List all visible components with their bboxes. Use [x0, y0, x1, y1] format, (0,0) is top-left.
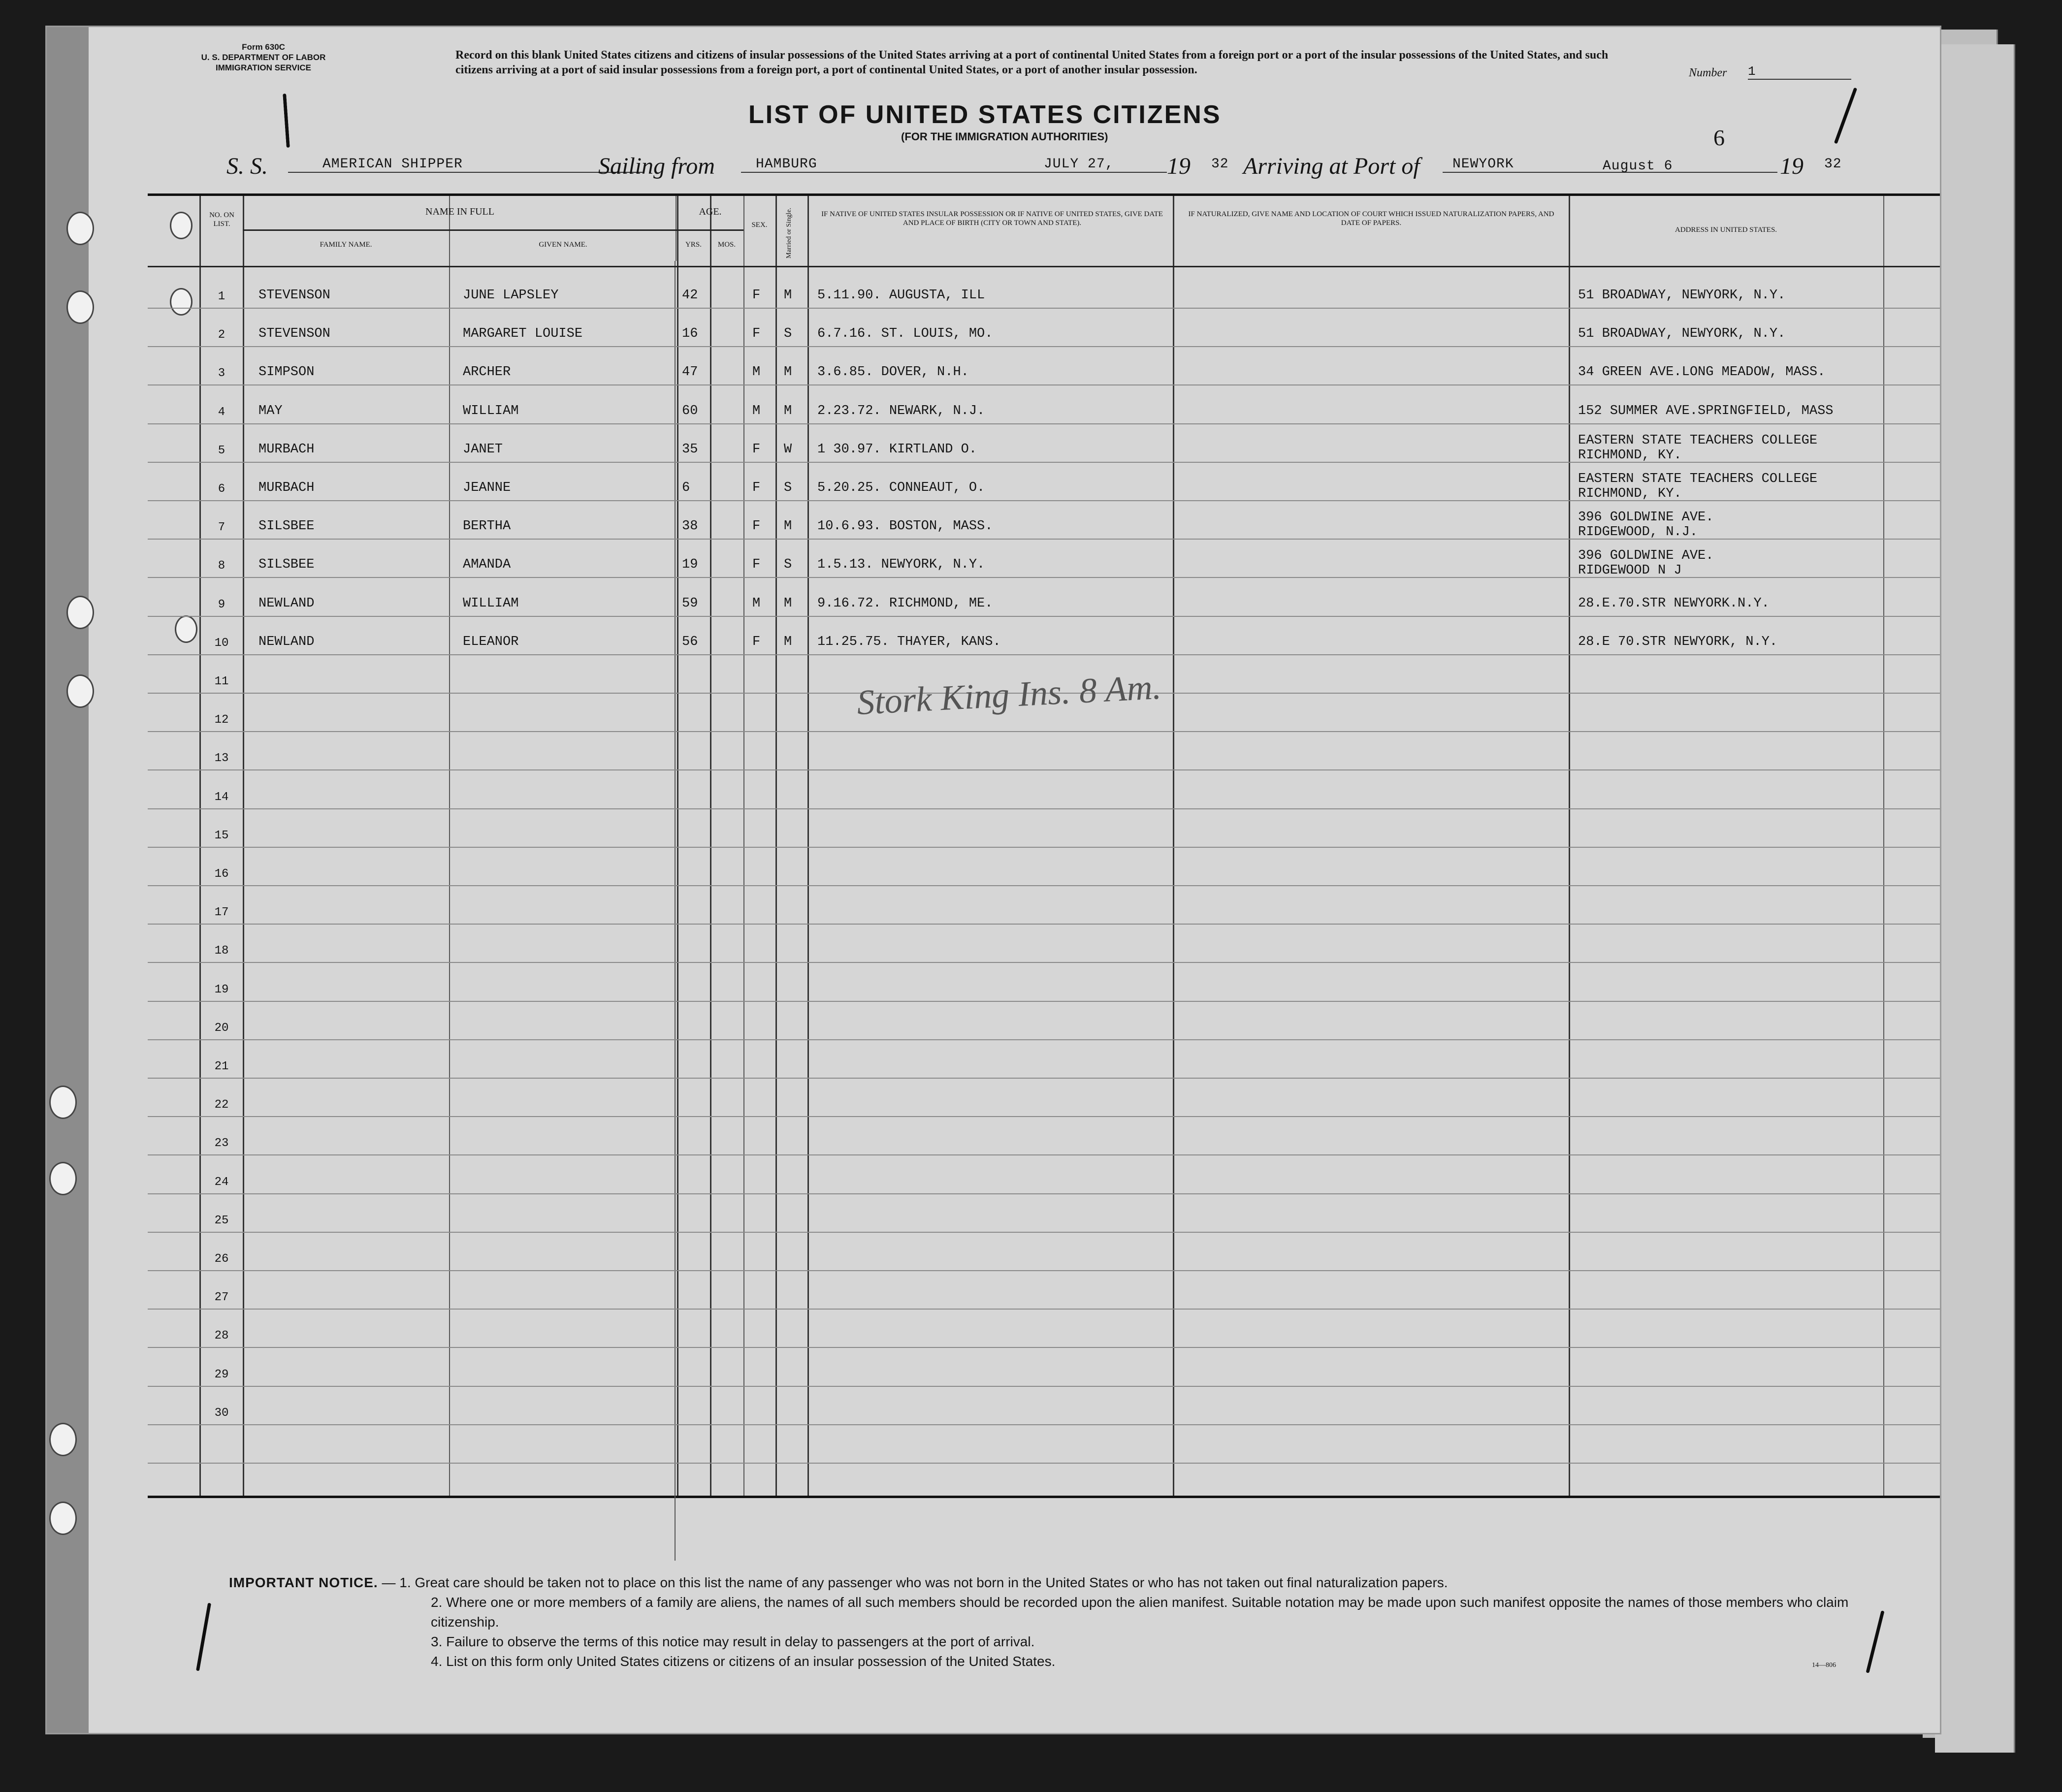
address [1578, 510, 1713, 540]
number-label: Number [1689, 66, 1727, 79]
address [1578, 548, 1713, 578]
marital-status: S [784, 480, 792, 495]
row-rule [148, 1386, 1940, 1387]
marital-status: M [784, 596, 792, 611]
row-number: 20 [214, 1021, 229, 1035]
birth-date-place: 1.5.13. NEWYORK, N.Y. [817, 557, 985, 573]
sex: F [752, 557, 761, 573]
address-line: EASTERN STATE TEACHERS COLLEGE [1578, 472, 1818, 486]
year-prefix: 19 [1167, 153, 1191, 179]
notice-title: IMPORTANT NOTICE. [229, 1575, 378, 1590]
address-line: 34 GREEN AVE.LONG MEADOW, MASS. [1578, 365, 1826, 380]
col-divider [675, 261, 676, 1561]
notice-item: 3. Failure to observe the terms of this notice may result in delay to passengers at the port of arrival. [431, 1634, 1035, 1649]
row-number: 29 [214, 1368, 229, 1381]
given-name: ARCHER [463, 365, 511, 380]
row-number: 18 [214, 944, 229, 958]
age-years: 16 [682, 326, 698, 342]
row-rule [148, 1463, 1940, 1464]
row-rule [148, 1309, 1940, 1310]
row-rule [148, 1193, 1940, 1194]
binding-strip [47, 27, 89, 1733]
row-rule [148, 1347, 1940, 1348]
birth-date-place: 5.20.25. CONNEAUT, O. [817, 480, 985, 495]
row-number: 2 [218, 328, 226, 342]
arrival-port: NEWYORK [1443, 157, 1777, 173]
sex: F [752, 480, 761, 495]
punch-hole [49, 1162, 77, 1195]
marital-status: S [784, 326, 792, 342]
department-name: U. S. DEPARTMENT OF LABOR [201, 53, 326, 62]
address [1578, 288, 1785, 303]
col-divider [677, 196, 678, 1496]
row-rule [148, 769, 1940, 770]
header-name-in-full: NAME IN FULL [425, 206, 494, 217]
departure-date: JULY 27, [1014, 157, 1167, 173]
punch-hole [66, 596, 94, 629]
address [1578, 472, 1817, 501]
arrival-year: 32 [1824, 157, 1842, 172]
address-line: 51 BROADWAY, NEWYORK, N.Y. [1578, 326, 1786, 342]
address-line: RICHMOND, KY. [1578, 486, 1682, 501]
address-line: 51 BROADWAY, NEWYORK, N.Y. [1578, 288, 1786, 303]
age-years: 6 [682, 480, 690, 495]
row-number: 26 [214, 1252, 229, 1266]
sailing-label: Sailing from [598, 153, 715, 179]
row-rule [148, 1078, 1940, 1079]
manifest-table [148, 193, 1940, 1498]
given-name: JEANNE [463, 480, 511, 495]
given-name: WILLIAM [463, 403, 519, 418]
address-line: RIDGEWOOD, N.J. [1578, 525, 1698, 540]
notice-item: 2. Where one or more members of a family are aliens, the names of all such members should be recorded upon the alien manifest. Suitable notation may be made upon such manifest opposite the names of those members who claim citizenship. [431, 1595, 1849, 1630]
header-given-name: GIVEN NAME. [539, 241, 587, 249]
given-name: JUNE LAPSLEY [463, 288, 559, 303]
row-rule [148, 1270, 1940, 1271]
col-divider [775, 196, 777, 1496]
row-rule [148, 616, 1940, 617]
address-line: EASTERN STATE TEACHERS COLLEGE [1578, 433, 1818, 448]
ship-name: AMERICAN SHIPPER [288, 157, 643, 173]
row-number: 3 [218, 367, 226, 381]
form-code: 14—806 [1812, 1662, 1836, 1669]
row-number: 14 [214, 790, 229, 804]
departure-year: 32 [1211, 157, 1229, 172]
age-years: 42 [682, 288, 698, 303]
given-name: JANET [463, 442, 503, 457]
arriving-label: Arriving at Port of [1243, 153, 1420, 179]
birth-date-place: 9.16.72. RICHMOND, ME. [817, 596, 993, 611]
address [1578, 596, 1770, 611]
given-name: AMANDA [463, 557, 511, 573]
address-line: 396 GOLDWINE AVE. [1578, 548, 1714, 564]
address [1578, 635, 1777, 649]
row-rule [148, 808, 1940, 809]
header-note: Record on this blank United States citizens and citizens of insular possessions of the United States arriving at a port of continental United States from a foreign port or a port of the insular possessions of the United States, and such citizens arriving at a port of said insular possessions from a foreign port, a port of continental United States, or a port of another insular possession. [455, 49, 1609, 76]
col-divider [1883, 196, 1884, 1496]
arrival-date: August 6 [1603, 159, 1673, 174]
birth-date-place: 5.11.90. AUGUSTA, ILL [817, 288, 985, 303]
sheet-number: 6 [1713, 125, 1725, 150]
col-divider [710, 196, 711, 1496]
row-number: 10 [214, 636, 229, 650]
marital-status: M [784, 288, 792, 303]
address [1578, 365, 1825, 380]
row-rule [148, 346, 1940, 347]
notice-item: 1. Great care should be taken not to place on this list the name of any passenger who was not born in the United States or who has not taken out final naturalization papers. [399, 1575, 1448, 1590]
row-number: 17 [214, 906, 229, 920]
address [1578, 433, 1817, 463]
address-line: RIDGEWOOD N J [1578, 563, 1682, 578]
birth-date-place: 10.6.93. BOSTON, MASS. [817, 519, 993, 534]
arrival-year-prefix: 19 [1780, 153, 1804, 179]
age-years: 19 [682, 557, 698, 573]
ss-label: S. S. [226, 153, 268, 179]
punch-hole [66, 674, 94, 708]
important-notice [229, 1573, 1903, 1671]
marital-status: M [784, 365, 792, 380]
sex: F [752, 519, 761, 534]
handwritten-note: Stork King Ins. 8 Am. [856, 667, 1162, 723]
page-subtitle: (FOR THE IMMIGRATION AUTHORITIES) [901, 130, 1108, 143]
col-divider [1569, 196, 1570, 1496]
family-name: MAY [258, 403, 283, 418]
row-rule [148, 423, 1940, 424]
header-married-single: Married or Single. [785, 207, 793, 258]
row-rule [148, 654, 1940, 655]
row-number: 21 [214, 1060, 229, 1073]
row-number: 5 [218, 444, 226, 457]
row-rule [148, 308, 1940, 309]
marital-status: W [784, 442, 792, 457]
row-number: 13 [214, 752, 229, 766]
marital-status: S [784, 557, 792, 573]
family-name: SIMPSON [258, 365, 315, 380]
age-years: 38 [682, 519, 698, 534]
form-number: Form 630C [242, 42, 285, 52]
row-number: 4 [218, 405, 226, 419]
birth-date-place: 6.7.16. ST. LOUIS, MO. [817, 326, 993, 342]
address-line: 28.E 70.STR NEWYORK, N.Y. [1578, 634, 1778, 649]
family-name: MURBACH [258, 480, 315, 495]
family-name: NEWLAND [258, 596, 315, 611]
age-years: 60 [682, 403, 698, 418]
given-name: BERTHA [463, 519, 511, 534]
row-rule [148, 962, 1940, 963]
family-name: STEVENSON [258, 326, 330, 342]
page-stack-edge [1935, 44, 2015, 1753]
col-divider [1173, 196, 1174, 1496]
sex: M [752, 365, 761, 380]
age-years: 56 [682, 634, 698, 649]
punch-hole [49, 1502, 77, 1535]
row-rule [148, 1232, 1940, 1233]
header-age-yrs: YRS. [685, 241, 702, 249]
family-name: SILSBEE [258, 557, 315, 573]
notice-item: 4. List on this form only United States citizens or citizens of an insular possession of the United States. [431, 1654, 1056, 1669]
row-rule [148, 731, 1940, 732]
name-group-rule [243, 229, 677, 231]
row-number: 11 [214, 675, 229, 688]
header-age: AGE. [699, 206, 722, 217]
given-name: ELEANOR [463, 634, 519, 649]
address-line: 396 GOLDWINE AVE. [1578, 510, 1714, 525]
sex: F [752, 288, 761, 303]
number-value: 1 [1748, 64, 1851, 80]
header-sex: SEX. [751, 221, 768, 229]
family-name: STEVENSON [258, 288, 330, 303]
age-group-rule [677, 229, 743, 231]
row-rule [148, 847, 1940, 848]
family-name: MURBACH [258, 442, 315, 457]
age-years: 47 [682, 365, 698, 380]
row-number: 8 [218, 559, 226, 573]
sex: F [752, 442, 761, 457]
address-line: 28.E.70.STR NEWYORK.N.Y. [1578, 596, 1770, 611]
row-number: 1 [218, 290, 226, 303]
row-number: 23 [214, 1137, 229, 1151]
row-number: 25 [214, 1214, 229, 1227]
address [1578, 404, 1833, 418]
birth-date-place: 11.25.75. THAYER, KANS. [817, 634, 1001, 649]
family-name: SILSBEE [258, 519, 315, 534]
sex: M [752, 596, 761, 611]
header-family-name: FAMILY NAME. [320, 241, 372, 249]
punch-hole [66, 212, 94, 245]
sex: F [752, 326, 761, 342]
birth-date-place: 1 30.97. KIRTLAND O. [817, 442, 977, 457]
row-number: 12 [214, 713, 229, 727]
row-number: 19 [214, 983, 229, 996]
header-age-mos: MOS. [717, 241, 736, 249]
col-divider [743, 196, 744, 1496]
row-number: 24 [214, 1175, 229, 1189]
age-years: 35 [682, 442, 698, 457]
col-divider [243, 196, 244, 1496]
sex: F [752, 634, 761, 649]
notice-items [229, 1575, 1903, 1671]
row-number: 9 [218, 598, 226, 611]
row-number: 16 [214, 867, 229, 881]
form-identifier [170, 42, 357, 73]
row-number: 28 [214, 1329, 229, 1343]
address-line: RICHMOND, KY. [1578, 448, 1682, 463]
punch-hole [49, 1086, 77, 1119]
family-name: NEWLAND [258, 634, 315, 649]
given-name: MARGARET LOUISE [463, 326, 583, 342]
marital-status: M [784, 519, 792, 534]
row-number: 7 [218, 521, 226, 535]
row-number: 6 [218, 482, 226, 496]
row-rule [148, 1116, 1940, 1117]
row-rule [148, 924, 1940, 925]
row-number: 15 [214, 829, 229, 842]
row-number: 27 [214, 1291, 229, 1305]
row-rule [148, 1154, 1940, 1155]
address-line: 152 SUMMER AVE.SPRINGFIELD, MASS [1578, 403, 1834, 418]
birth-date-place: 3.6.85. DOVER, N.H. [817, 365, 969, 380]
row-rule [148, 1424, 1940, 1425]
row-rule [148, 1001, 1940, 1002]
row-rule [148, 384, 1940, 385]
marital-status: M [784, 634, 792, 649]
header-no-on-list: NO. ON LIST. [209, 211, 234, 228]
service-name: IMMIGRATION SERVICE [216, 63, 311, 72]
page-title: LIST OF UNITED STATES CITIZENS [748, 100, 1222, 129]
row-rule [148, 885, 1940, 886]
header-birth-info: IF NATIVE OF UNITED STATES INSULAR POSSESSION OR IF NATIVE OF UNITED STATES, GIVE DATE AND PLACE OF BIRTH (CITY OR TOWN AND STATE). [821, 210, 1163, 227]
age-years: 59 [682, 596, 698, 611]
col-divider [807, 196, 809, 1496]
header-address: ADDRESS IN UNITED STATES. [1675, 226, 1777, 234]
given-name: WILLIAM [463, 596, 519, 611]
row-rule [148, 1039, 1940, 1040]
header-naturalization: IF NATURALIZED, GIVE NAME AND LOCATION OF COURT WHICH ISSUED NATURALIZATION PAPERS, AND DATE OF PAPERS. [1188, 210, 1554, 227]
marital-status: M [784, 403, 792, 418]
header-bottom-rule [148, 266, 1940, 267]
col-divider [199, 196, 201, 1496]
departure-port: HAMBURG [741, 157, 1027, 173]
notice-dash: — [382, 1575, 400, 1590]
row-number: 22 [214, 1098, 229, 1112]
birth-date-place: 2.23.72. NEWARK, N.J. [817, 403, 985, 418]
row-number: 30 [214, 1406, 229, 1420]
punch-hole [49, 1423, 77, 1456]
col-divider [449, 196, 450, 1496]
sex: M [752, 403, 761, 418]
address [1578, 326, 1785, 341]
punch-hole [66, 290, 94, 324]
